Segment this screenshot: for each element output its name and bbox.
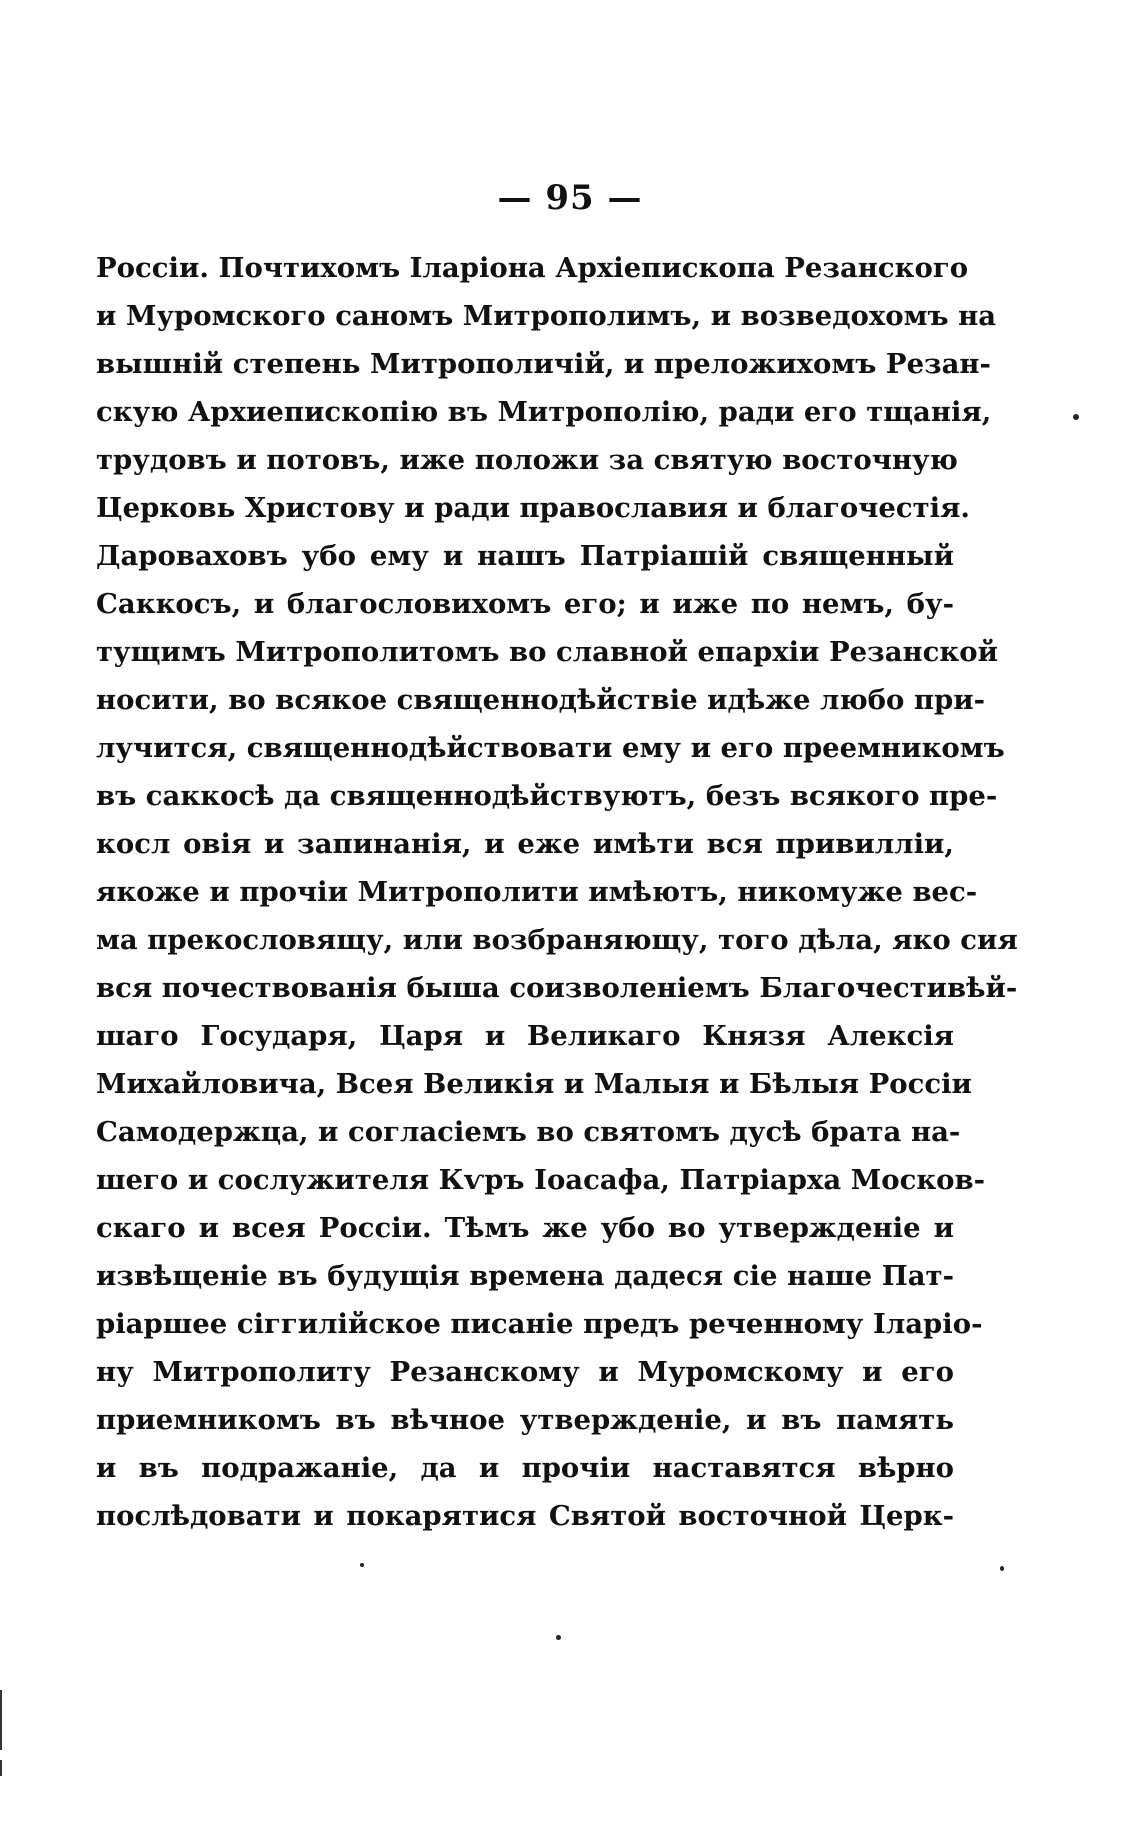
text-line: Россіи. Почтихомъ Іларіона Архіепископа Резанского [96,252,969,284]
text-line: и въ подражаніе, да и прочіи наставятся вѣрно [96,1452,954,1484]
text-line: носити, во всякое священнодѣйствіе идѣже любо при- [96,684,986,716]
text-line: вся почествованія быша соизволеніемъ Благочестивѣй- [96,972,1018,1004]
body-text [96,244,1018,1540]
scan-edge-mark [0,1690,2,1750]
text-line: скаго и всея Россіи. Тѣмъ же убо во утвержденіе и [96,1212,954,1244]
text-line: послѣдовати и покарятися Святой восточной Церк- [96,1500,954,1532]
text-line: ма прекословящу, или возбраняющу, того дѣла, яко сия [96,924,1018,956]
scan-edge-mark [0,1760,2,1776]
text-line: шаго Государя, Царя и Великаго Князя Алексія [96,1020,954,1052]
text-line: въ саккосѣ да священнодѣйствуютъ, безъ всякого пре- [96,780,998,812]
text-line: Дароваховъ убо ему и нашъ Патріашій священный [96,540,954,572]
text-line: вышній степень Митрополичій, и преложихомъ Резан- [96,348,991,380]
text-line: тущимъ Митрополитомъ во славной епархіи Резанской [96,636,999,668]
text-line: шего и сослужителя Кѵръ Іоасафа, Патріарха Москов- [96,1164,986,1196]
text-line: ну Митрополиту Резанскому и Муромскому и его [96,1356,954,1388]
text-line: ріаршее сіггилійское писаніе предъ реченному Іларіо- [96,1308,983,1340]
scan-speck [1000,1566,1004,1571]
scan-speck [556,1635,561,1640]
text-line: приемникомъ въ вѣчное утвержденіе, и въ память [96,1404,954,1436]
text-line: косл овія и запинанія, и еже имѣти вся привилліи, [96,828,954,860]
text-line: Саккосъ, и благословихомъ его; и иже по немъ, бу- [96,588,954,620]
text-line: скую Архиепископію въ Митрополію, ради его тщанія, [96,396,992,428]
scan-speck [1073,414,1079,420]
text-line: извѣщеніе въ будущія времена дадеся сіе наше Пат- [96,1260,954,1292]
page-number: — 95 — [497,178,643,218]
text-line: Самодержца, и согласіемъ во святомъ дусѣ брата на- [96,1116,961,1148]
text-line: Церковь Христову и ради православия и благочестія. [96,492,970,524]
scan-speck [360,1563,364,1567]
text-line: Михайловича, Всея Великія и Малыя и Бѣлыя Россіи [96,1068,972,1100]
text-line: якоже и прочіи Митрополити имѣютъ, никомуже вес- [96,876,978,908]
text-line: трудовъ и потовъ, иже положи за святую восточную [96,444,958,476]
text-line: лучится, священнодѣйствовати ему и его преемникомъ [96,732,1005,764]
text-line: и Муромского саномъ Митрополимъ, и возведохомъ на [96,300,997,332]
